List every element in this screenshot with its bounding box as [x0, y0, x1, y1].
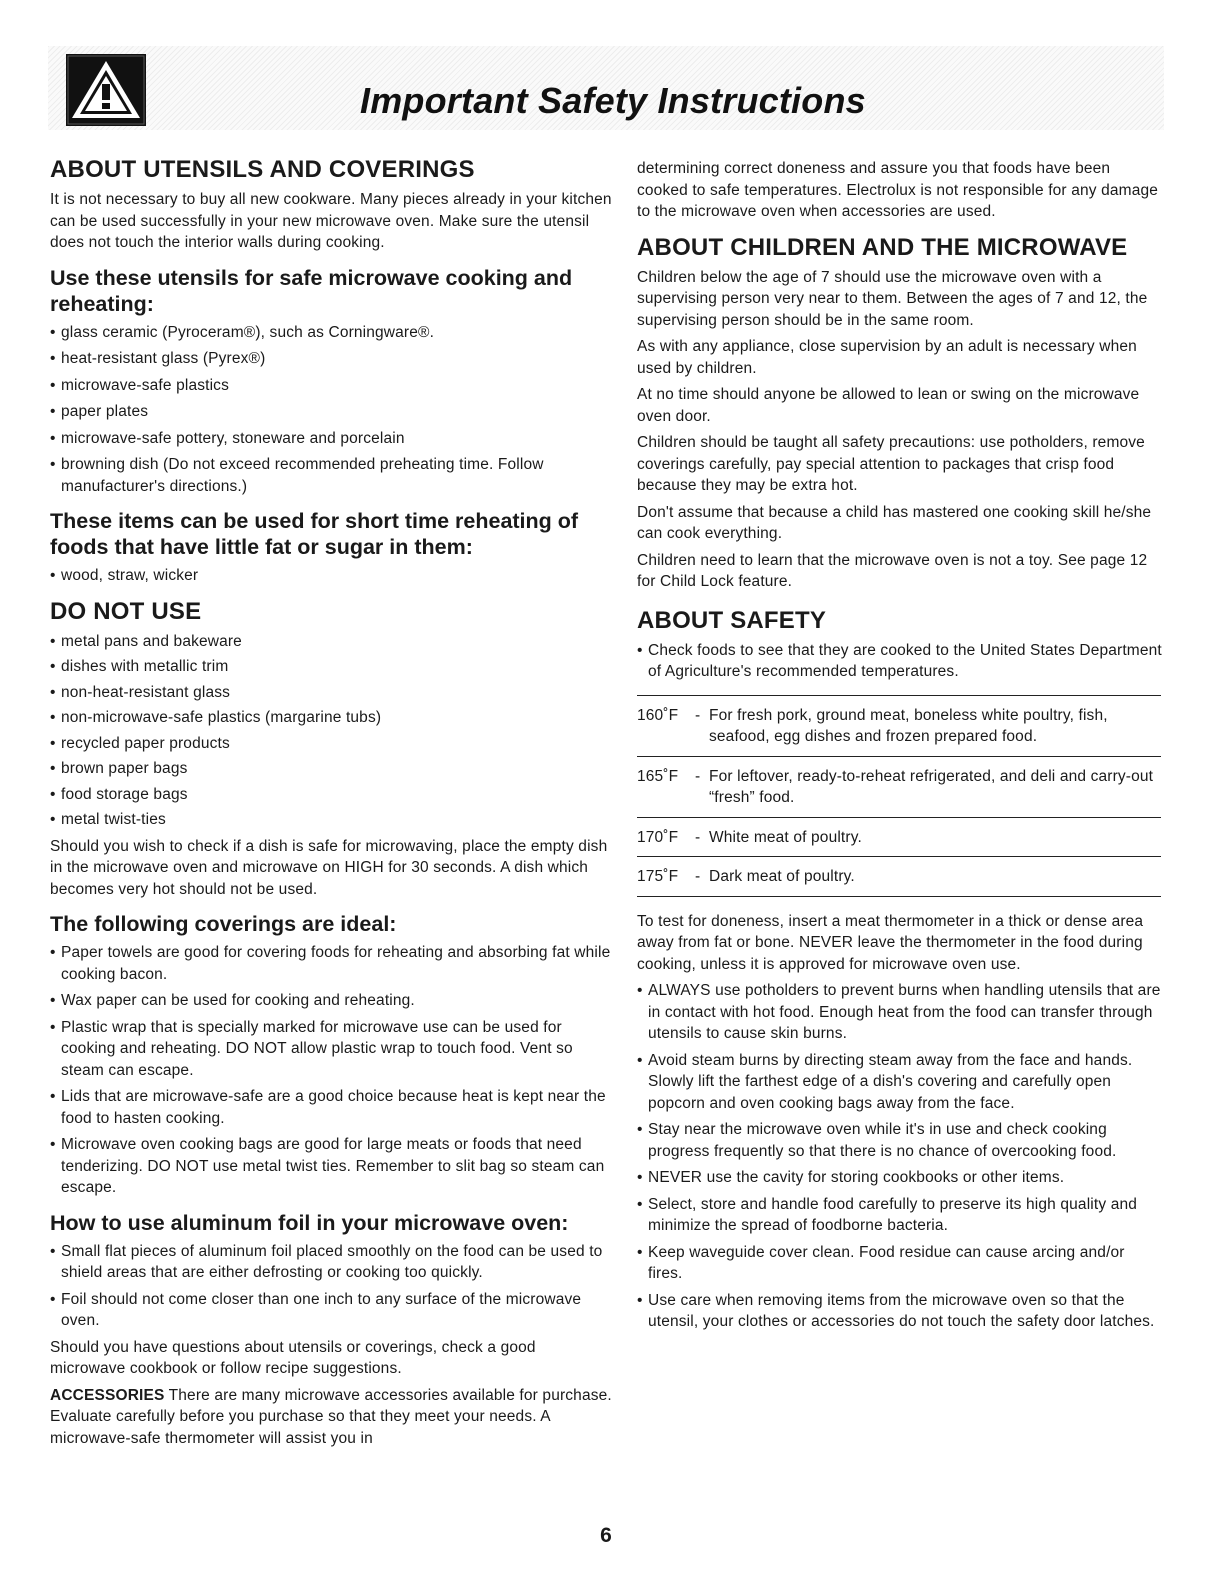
list-item: • glass ceramic (Pyroceram®), such as Corningware®.: [50, 322, 612, 344]
list-item: • recycled paper products: [50, 733, 612, 755]
list-item: • Paper towels are good for covering foods for reheating and absorbing fat while cooking bacon.: [50, 942, 612, 985]
list-item: • non-heat-resistant glass: [50, 682, 612, 704]
list-item: • wood, straw, wicker: [50, 565, 612, 587]
temp-value: 160˚F: [637, 695, 695, 756]
list-item: • non-microwave-safe plastics (margarine tubs): [50, 707, 612, 729]
list-item: • paper plates: [50, 401, 612, 423]
list-item: • Avoid steam burns by directing steam away from the face and hands. Slowly lift the farthest edge of a dish's covering and carefully open popcorn and oven cooking bags away from the face.: [637, 1050, 1163, 1115]
list-item: • Foil should not come closer than one inch to any surface of the microwave oven.: [50, 1289, 612, 1332]
list-item: • Select, store and handle food carefully to preserve its high quality and minimize the spread of foodborne bacteria.: [637, 1194, 1163, 1237]
page-title: Important Safety Instructions: [360, 80, 866, 121]
temp-value: 175˚F: [637, 857, 695, 897]
list-item: • food storage bags: [50, 784, 612, 806]
list-item: • dishes with metallic trim: [50, 656, 612, 678]
safety-intro-list: [637, 640, 1163, 683]
accessories-paragraph: [50, 1385, 612, 1450]
coverings-list: [50, 942, 612, 1199]
safety-list: [637, 980, 1163, 1333]
left-column: [50, 156, 612, 1454]
table-row: 165˚F - For leftover, ready-to-reheat refrigerated, and deli and carry-out “fresh” food.: [637, 756, 1161, 817]
list-item: • metal twist-ties: [50, 809, 612, 831]
list-item: • Lids that are microwave-safe are a good choice because heat is kept near the food to hasten cooking.: [50, 1086, 612, 1129]
children-paragraph: Children need to learn that the microwave oven is not a toy. See page 12 for Child Lock feature.: [637, 551, 1148, 590]
table-row: 160˚F - For fresh pork, ground meat, boneless white poultry, fish, seafood, egg dishes and frozen prepared food.: [637, 695, 1161, 756]
temp-description: Dark meat of poultry.: [709, 857, 1161, 897]
list-item: • microwave-safe pottery, stoneware and porcelain: [50, 428, 612, 450]
list-item: • browning dish (Do not exceed recommended preheating time. Follow manufacturer's directions.): [50, 454, 612, 497]
children-paragraph: As with any appliance, close supervision by an adult is necessary when used by children.: [637, 338, 1137, 377]
temp-description: For leftover, ready-to-reheat refrigerated, and deli and carry-out “fresh” food.: [709, 756, 1161, 817]
dish-check-paragraph: Should you wish to check if a dish is safe for microwaving, place the empty dish in the microwave oven and microwave on HIGH for 30 seconds. A dish which becomes very hot should not be used.: [50, 837, 608, 898]
list-item: • Check foods to see that they are cooked to the United States Department of Agriculture's recommended temperatures.: [637, 640, 1163, 683]
list-item: • metal pans and bakeware: [50, 631, 612, 653]
right-column: [637, 158, 1163, 1338]
short-reheating-list: [50, 565, 612, 587]
list-item: • ALWAYS use potholders to prevent burns when handling utensils that are in contact with hot food. Enough heat from the food can transfer through utensils to cause skin burns.: [637, 980, 1163, 1045]
table-row: 175˚F - Dark meat of poultry.: [637, 857, 1161, 897]
accessories-continued: determining correct doneness and assure you that foods have been cooked to safe temperatures. Electrolux is not responsible for any damage to the microwave oven when accessories are used.: [637, 160, 1159, 220]
subheading-coverings: The following coverings are ideal:: [50, 912, 397, 936]
list-item: • Small flat pieces of aluminum foil placed smoothly on the food can be used to shield areas that are either defrosting or cooking too quickly.: [50, 1241, 612, 1284]
questions-paragraph: Should you have questions about utensils or coverings, check a good microwave cookbook or follow recipe suggestions.: [50, 1338, 536, 1377]
temp-value: 170˚F: [637, 817, 695, 857]
temperature-table: [637, 695, 1161, 897]
section-heading-do-not-use: DO NOT USE: [50, 597, 202, 625]
section-heading-children: ABOUT CHILDREN AND THE MICROWAVE: [637, 233, 1128, 261]
warning-triangle-icon: [66, 54, 146, 126]
doneness-paragraph: To test for doneness, insert a meat thermometer in a thick or dense area away from fat or bone. NEVER leave the thermometer in the food during cooking, unless it is approved for microwave oven use.: [637, 912, 1144, 973]
temp-description: White meat of poultry.: [709, 817, 1161, 857]
list-item: • Plastic wrap that is specially marked for microwave use can be used for cooking and reheating. DO NOT allow plastic wrap to touch food. Vent so steam can escape.: [50, 1017, 612, 1082]
section-heading-safety: ABOUT SAFETY: [637, 606, 827, 634]
list-item: • Use care when removing items from the microwave oven so that the utensil, your clothes or accessories do not touch the safety door latches.: [637, 1290, 1163, 1333]
accessories-text: There are many microwave accessories available for purchase. Evaluate carefully before you purchase so that they meet your needs. A microwave-safe thermometer will assist you in: [50, 1386, 612, 1447]
table-row: 170˚F - White meat of poultry.: [637, 817, 1161, 857]
do-not-use-list: [50, 631, 612, 831]
foil-list: [50, 1241, 612, 1332]
page-number: 6: [600, 1524, 612, 1547]
use-utensils-list: [50, 322, 612, 498]
temp-description: For fresh pork, ground meat, boneless white poultry, fish, seafood, egg dishes and frozen prepared food.: [709, 695, 1161, 756]
list-item: • Microwave oven cooking bags are good for large meats or foods that need tenderizing. DO NOT use metal twist ties. Remember to slit bag so steam can escape.: [50, 1134, 612, 1199]
utensils-intro: It is not necessary to buy all new cookware. Many pieces already in your kitchen can be used successfully in your new microwave oven. Make sure the utensil does not touch the interior walls during cooking.: [50, 191, 612, 251]
children-paragraph: Children should be taught all safety precautions: use potholders, remove coverings carefully, pay special attention to packages that crisp food because they may be extra hot.: [637, 434, 1145, 494]
accessories-label: ACCESSORIES: [50, 1386, 165, 1404]
children-paragraph: At no time should anyone be allowed to lean or swing on the microwave oven door.: [637, 386, 1140, 425]
subheading-aluminum-foil: How to use aluminum foil in your microwave oven:: [50, 1210, 569, 1235]
section-heading-utensils: ABOUT UTENSILS AND COVERINGS: [50, 156, 475, 183]
list-item: • Wax paper can be used for cooking and reheating.: [50, 990, 612, 1012]
subheading-use-utensils: Use these utensils for safe microwave cooking and reheating:: [50, 265, 573, 316]
list-item: • microwave-safe plastics: [50, 375, 612, 397]
children-paragraph: Children below the age of 7 should use the microwave oven with a supervising person very near to them. Between the ages of 7 and 12, the supervising person should be in the same room.: [637, 268, 1148, 329]
list-item: • Keep waveguide cover clean. Food residue can cause arcing and/or fires.: [637, 1242, 1163, 1285]
list-item: • Stay near the microwave oven while it's in use and check cooking progress frequently so that there is no chance of overcooking food.: [637, 1119, 1163, 1162]
subheading-short-reheating: These items can be used for short time reheating of foods that have little fat or sugar in them:: [50, 509, 579, 559]
children-paragraph: Don't assume that because a child has mastered one cooking skill he/she can cook everything.: [637, 503, 1152, 542]
list-item: • NEVER use the cavity for storing cookbooks or other items.: [637, 1167, 1163, 1189]
list-item: • brown paper bags: [50, 758, 612, 780]
list-item: • heat-resistant glass (Pyrex®): [50, 348, 612, 370]
temp-value: 165˚F: [637, 756, 695, 817]
